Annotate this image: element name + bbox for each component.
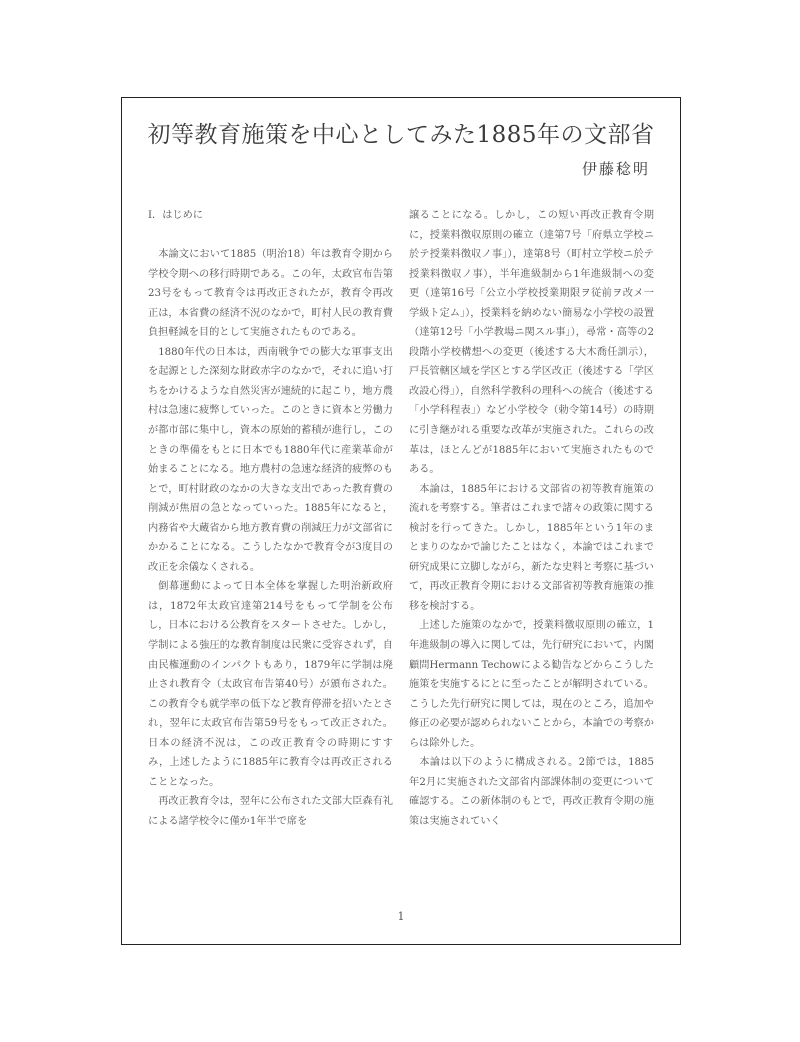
- paragraph: 上述した施策のなかで，授業料徴収原則の確立，1年進級制の導入に関しては，先行研究において，内閣顧問Hermann Techowによる勧告などからこうした施策を実施するにとに至ったことが解明されている。こうした先行研究に関しては，現在のところ，追加や修正の必要が認められないことから，本論での考察からは除外した。: [409, 620, 654, 749]
- article-author: 伊藤稔明: [581, 160, 650, 178]
- paragraph: 1880年代の日本は，西南戦争での膨大な軍事支出を起源とした深刻な財政赤字のなかで，それに追い打ちをかけるような自然災害が連続的に起こり，地方農村は急速に疲弊していった。このときに資本と労働力が都市部に集中し，資本の原始的蓄積が進行し，このときの準備をもとに日本でも1880年代に産業革命が始まることになる。地方農村の急速な経済的疲弊のもとで，町村財政のなかの大きな支出であった教育費の削減が焦眉の急となっていった。1885年になると，内務省や大蔵省から地方教育費の削減圧力が文部省にかかることになる。こうしたなかで教育令が3度目の改正を余儀なくされる。: [148, 346, 393, 573]
- paragraph: 本論は，1885年における文部省の初等教育施策の流れを考察する。筆者はこれまで諸々の政策に関する検討を行ってきた。しかし，1885年という1年のまとまりのなかで論じたことはなく，本論ではこれまで研究成果に立脚しながら，新たな史料と考察に基づいて，再改正教育令期における文部省初等教育施策の推移を検討する。: [409, 483, 654, 612]
- article-title: 初等教育施策を中心としてみた1885年の文部省: [147, 122, 655, 148]
- paragraph: 譲ることになる。しかし，この短い再改正教育令期に，授業料徴収原則の確立（達第7号「府県立学校ニ於テ授業料徴収ノ事」），達第8号（町村立学校ニ於テ授業料徴収ノ事），半年進級制から1年進級制への変更（達第16号「公立小学校授業期限ヲ従前ヲ改メ一学級ト定ム」），授業料を納めない簡易な小学校の設置（達第12号「小学教場ニ関スル事」），尋常・高等の2段階小学校構想への変更（後述する大木喬任訓示），戸長管轄区域を学区とする学区改正（後述する「学区改設心得」），自然科学教科の理科への統合（後述する「小学科程表」）など小学校令（勅令第14号）の時期に引き継がれる重要な改革が実施された。これらの改革は，ほとんどが1885年において実施されたものである。: [409, 210, 654, 476]
- paragraph: 本論文において1885（明治18）年は教育令期から学校令期への移行時期である。この年，太政官布告第23号をもって教育令は再改正されたが，教育令再改正は，本省費の経済不況のなかで，町村人民の教育費負担軽減を目的として実施されたものである。: [148, 249, 393, 339]
- section-heading: Ⅰ．はじめに: [148, 210, 203, 221]
- page-number: 1: [397, 910, 405, 923]
- paper-page: [121, 97, 681, 945]
- paragraph: 倒幕運動によって日本全体を掌握した明治新政府は，1872年太政官達第214号をもって学制を公布し，日本における公教育をスタートさせた。しかし，学制による強圧的な教育制度は民衆に受容されず，自由民権運動のインパクトもあり，1879年に学制は廃止され教育令（太政官布告第40号）が頒布された。この教育令も就学率の低下など教育停滞を招いたとされ，翌年に太政官布告第59号をもって改正された。日本の経済不況は，この改正教育令の時期にすすみ，上述したように1885年に教育令は再改正されることとなった。: [148, 581, 393, 788]
- right-column: [409, 206, 654, 896]
- paragraph: 本論は以下のように構成される。2節では，1885年2月に実施された文部省内部課体制の変更について確認する。この新体制のもとで，再改正教育令期の施策は実施されていく: [409, 757, 654, 827]
- left-column: [148, 206, 393, 896]
- paragraph: 再改正教育令は，翌年に公布された文部大臣森有礼による諸学校令に僅か1年半で席を: [148, 796, 393, 827]
